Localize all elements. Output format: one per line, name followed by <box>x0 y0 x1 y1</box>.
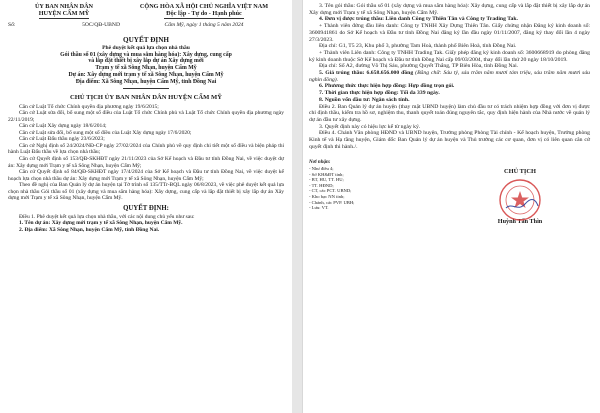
motto: Độc lập - Tự do - Hạnh phúc <box>166 10 242 17</box>
legal-basis-5: Căn cứ Luật Đấu thầu ngày 23/6/2023; <box>19 136 105 143</box>
recipient-item: - Sở KH&ĐT tỉnh; <box>309 171 344 177</box>
header-underline <box>39 18 89 19</box>
country-name: CỘNG HÒA XÃ HỘI CHỦ NGHĨA VIỆT NAM <box>139 3 269 10</box>
document-header <box>8 3 284 29</box>
lead-member: + Thành viên đứng đầu liên danh: Công ty TNHH Xây Dựng Thiên Tân. Giấy chứng nhận Đăng ký kinh doanh số: 3600941861 do Sở Kế hoạch và Đầu tư tỉnh Đồng Nai đăng ký lần đầu ngày 01/11/2007, đăng ký thay đổi lần 4 ngày 27/3/2023. <box>309 23 590 43</box>
subtitle-line-4: Trạm y tế xã Sông Nhạn, huyện Cẩm Mỹ <box>95 65 197 72</box>
signature-block <box>309 160 590 225</box>
document-title: QUYẾT ĐỊNH <box>123 36 169 44</box>
recipient-item: - BT, HU, TT. HU; <box>309 177 344 183</box>
recipient-item: - Kho bạc NN tỉnh; <box>309 194 345 200</box>
subtitle-line-2: Gói thầu số 01 (xây dựng và mua sắm hàng hóa): Xây dựng, cung cấp <box>60 51 232 58</box>
legal-basis-6: Căn cứ Nghị định số 24/2024/NĐ-CP ngày 27/02/2024 của Chính phủ về quy định chi tiết một số điều và biện pháp thi hành Luật Đấu thầu về lựa chọn nhà thầu; <box>8 142 284 156</box>
legal-basis-1: Căn cứ Luật Tổ chức Chính quyền địa phương ngày 19/6/2015; <box>19 103 159 110</box>
recipient-item: - Lưu: VT. <box>309 205 329 211</box>
issue-date: Cẩm Mỹ, ngày 1 tháng 5 năm 2024 <box>164 22 244 28</box>
decision-page-2 <box>302 0 600 413</box>
national-motto <box>124 3 284 29</box>
subtitle-line-3: và lắp đặt thiết bị xây lắp dự án Xây dựng mới <box>88 58 204 65</box>
recipient-item: - Chánh, các PVP. UBH; <box>309 199 355 205</box>
motto-underline <box>164 18 244 19</box>
article-2: Điều 2. Ban Quản lý dự án huyện (thay mặt UBND huyện) làm chủ đầu tư có trách nhiệm hợp đồng với đơn vị được chỉ định thầu, kiểm tra hồ sơ, nghiệm thu, thanh quyết toán đúng nguyên tắc, quy định hiện hành của Nhà nước về quản lý dự án đầu tư xây dựng. <box>309 103 590 123</box>
signer-title: CHỦ TỊCH <box>503 168 537 176</box>
recipient-item: - CT, các PCT. UBND; <box>309 188 352 194</box>
contract-method: 6. Phương thức thực hiện hợp đồng: Hợp đồng trọn gói. <box>319 83 455 90</box>
lead-member-address: Địa chỉ: G1, T5 23, Khu phố 3, phường Tam Hoà, thành phố Biên Hoà, tỉnh Đồng Nai. <box>319 43 517 50</box>
decision-heading: QUYẾT ĐỊNH: <box>123 204 169 212</box>
legal-basis-2: Căn cứ Luật sửa đổi, bổ sung một số điều của Luật Tổ chức Chính phủ và Luật Tổ chức Chính quyền địa phương ngày 22/11/2019; <box>8 110 284 123</box>
article-3: 3. Quyết định này có hiệu lực kể từ ngày ký. <box>319 123 421 130</box>
page-gap <box>292 0 302 413</box>
authority-heading: CHỦ TỊCH ỦY BAN NHÂN DÂN HUYỆN CẨM MỸ <box>69 93 223 101</box>
article-1-item-2: 2. Địa điểm: Xã Sông Nhạn, huyện Cẩm Mỹ, tỉnh Đồng Nai. <box>19 226 160 233</box>
legal-basis-8: Căn cứ Quyết định số 84/QĐ-SKHĐT ngày 17/4/2024 của Sở Kế hoạch và Đầu tư tỉnh Đồng Nai, về việc duyệt kế hoạch lựa chọn nhà thầu dự án: Xây dựng mới Trạm y tế xã Sông Nhạn, huyện Cẩm Mỹ; <box>8 169 284 182</box>
proposal-paragraph: Theo đề nghị của Ban Quản lý dự án huyện tại Tờ trình số 135/TTr-BQL ngày 06/8/2023, về việc phê duyệt kết quả lựa chọn nhà thầu Gói thầu số 01 (xây dựng và mua sắm hàng hóa): Xây dựng, cung cấp và lắp đặt thiết bị xây lắp dự án Xây dựng mới Trạm y tế xã Sông Nhạn, huyện Cẩm Mỹ. <box>8 182 284 202</box>
article-1: Điều 1. Phê duyệt kết quả lựa chọn nhà thầu, với các nội dung chủ yếu như sau: <box>19 213 195 220</box>
legal-basis-3: Căn cứ Luật Xây dựng ngày 18/6/2014; <box>19 123 107 130</box>
document-number <box>8 22 120 29</box>
funding-source: 8. Nguồn vốn đầu tư: Ngân sách tỉnh. <box>319 96 410 103</box>
article-1-item-1: 1. Tên dự án: Xây dựng mới trạm y tế xã Sông Nhạn, huyện Cẩm Mỹ. <box>19 220 183 227</box>
recipients-heading: Nơi nhận: <box>309 160 331 166</box>
legal-basis-4: Căn cứ Luật sửa đổi, bổ sung một số điều của Luật Xây dựng ngày 17/6/2020; <box>19 129 192 136</box>
authority-line-1: ỦY BAN NHÂN DÂN <box>34 3 94 10</box>
winning-price <box>309 70 590 83</box>
document-number-value: 5OC/QĐ-UBND <box>82 22 120 28</box>
legal-basis-7: Căn cứ Quyết định số 153/QĐ-SKHĐT ngày 21/11/2023 của Sở Kế hoạch và Đầu tư tỉnh Đồng Nai, về việc duyệt dự án: Xây dựng mới Trạm y tế xã Sông Nhạn, huyện Cẩm Mỹ; <box>8 155 284 169</box>
recipient-item: - TT. HĐND; <box>309 182 334 188</box>
consortium-member-address: Địa chỉ: Số A2, đường Võ Thị Sáu, phường Quyết Thắng, TP Biên Hòa, tỉnh Đồng Nai. <box>319 63 519 70</box>
decision-page-1 <box>0 0 292 413</box>
official-seal-icon <box>498 178 542 222</box>
package-name: 3. Tên gói thầu: Gói thầu số 01 (xây dựng và mua sắm hàng hóa): Xây dựng, cung cấp và lắp đặt thiết bị xây lắp dự án Xây dựng mới Trạm y tế xã Sông Nhạn, huyện Cẩm Mỹ. <box>309 3 590 16</box>
signer <box>450 160 590 225</box>
project-line: Dự án: Xây dựng mới trạm y tế xã Sông Nhạn, huyện Cẩm Mỹ <box>68 71 224 78</box>
winning-price-label: 5. Giá trúng thầu: <box>319 70 365 77</box>
subtitle-line-1: Phê duyệt kết quả lựa chọn nhà thầu <box>102 45 190 51</box>
recipients-list <box>309 160 424 225</box>
winning-bidder: 4. Đơn vị được trúng thầu: Liên danh Công ty Thiên Tân và Công ty Trading Tak. <box>319 16 518 23</box>
article-4: Điều 4. Chánh Văn phòng HĐND và UBND huyện, Trưởng phòng Phòng Tài chính - Kế hoạch huyện, Trưởng phòng Kinh tế và Hạ tầng huyện, Giám đốc Ban Quản lý dự án huyện và Thủ trưởng các cơ quan, đơn vị có liên quan căn cứ quyết định thi hành./. <box>309 130 590 150</box>
contract-duration: 7. Thời gian thực hiện hợp đồng: Tối đa 339 ngày. <box>319 90 440 97</box>
consortium-member: + Thành viên Liên danh: Công ty TNHH Trading Tak. Giấy phép đăng ký kinh doanh số: 3600668919 do phòng đăng ký kinh doanh thuộc Sở Kế hoạch và Đầu tư tỉnh Đồng Nai cấp 09/03/2004, thay đổi lần thứ 20 ngày 18/10/2019. <box>309 49 590 63</box>
location-line: Địa điểm: Xã Sông Nhạn, huyện Cẩm Mỹ, tỉnh Đồng Nai <box>75 78 217 85</box>
authority-line-2: HUYỆN CẨM MỸ <box>38 10 90 17</box>
signer-name: Huỳnh Tấn Thìn <box>497 218 543 226</box>
document-number-label: Số: <box>8 22 16 28</box>
winning-price-value: 6.658.656.000 đồng <box>366 70 414 77</box>
issuing-authority <box>8 3 120 29</box>
recipient-item: - Như điều 4; <box>309 166 334 172</box>
winning-price-in-words: (Bằng chữ: Sáu tỷ, sáu trăm năm mươi tám triệu, sáu trăm năm mươi sáu nghìn đồng). <box>309 70 591 83</box>
title-separator <box>123 88 169 89</box>
